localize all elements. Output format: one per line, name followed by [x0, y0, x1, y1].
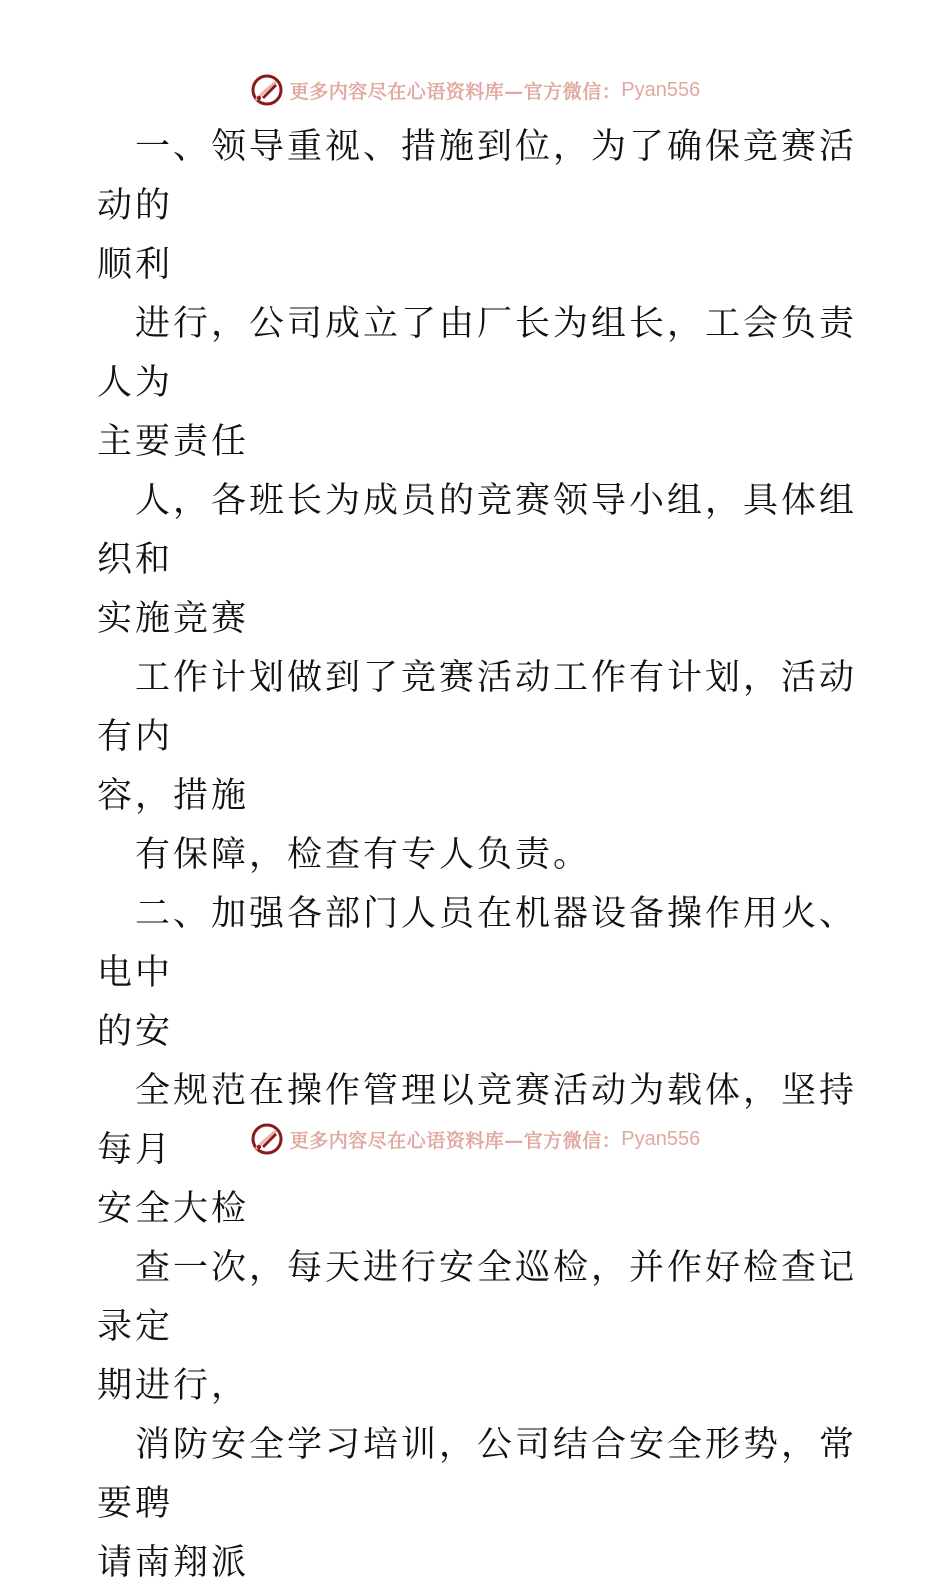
paragraph-line: 人，各班长为成员的竞赛领导小组，具体组织和 [97, 481, 858, 580]
paragraph-line: 有保障，检查有专人负责。 [135, 835, 592, 875]
pen-logo-icon [250, 73, 284, 107]
paragraph-line: 工作计划做到了竞赛活动工作有计划，活动有内 [97, 658, 858, 757]
paragraph-line-continued: 的安 [97, 1012, 174, 1052]
paragraph-line: 消防安全学习培训，公司结合安全形势，常要聘 [97, 1425, 858, 1524]
paragraph-line: 一、领导重视、措施到位，为了确保竞赛活动的 [97, 127, 858, 226]
footer-watermark [0, 1121, 950, 1157]
paragraph-line-continued: 顺利 [97, 245, 174, 285]
paragraph-line: 二、加强各部门人员在机器设备操作用火、电中 [97, 894, 858, 993]
paragraph [97, 1239, 857, 1416]
paragraph [97, 885, 857, 1062]
paragraph-line: 进行，公司成立了由厂长为组长，工会负责人为 [97, 304, 858, 403]
document-body [97, 118, 857, 1593]
paragraph-line-continued: 主要责任 [97, 422, 250, 462]
paragraph [97, 1416, 857, 1593]
footer-watermark-id: Pyan556 [621, 1127, 701, 1150]
pen-logo-icon [250, 1122, 284, 1156]
paragraph-line-continued: 容，措施 [97, 776, 250, 816]
paragraph [97, 118, 857, 295]
paragraph [97, 295, 857, 472]
header-watermark-id: Pyan556 [621, 78, 701, 101]
paragraph-line-continued: 期进行， [97, 1366, 250, 1406]
header-watermark-text: 更多内容尽在心语资料库—官方微信： [289, 80, 622, 103]
paragraph [97, 649, 857, 826]
paragraph [97, 472, 857, 649]
paragraph-line: 查一次，每天进行安全巡检，并作好检查记录定 [97, 1248, 858, 1347]
paragraph [97, 826, 857, 885]
paragraph-line-continued: 实施竞赛 [97, 599, 250, 639]
paragraph-line: 全规范在操作管理以竞赛活动为载体，坚持每月 [97, 1071, 858, 1170]
paragraph-line-continued: 请南翔派 [97, 1543, 250, 1583]
footer-watermark-text: 更多内容尽在心语资料库—官方微信： [289, 1129, 622, 1152]
header-watermark [0, 72, 950, 108]
paragraph-line-continued: 安全大检 [97, 1189, 250, 1229]
